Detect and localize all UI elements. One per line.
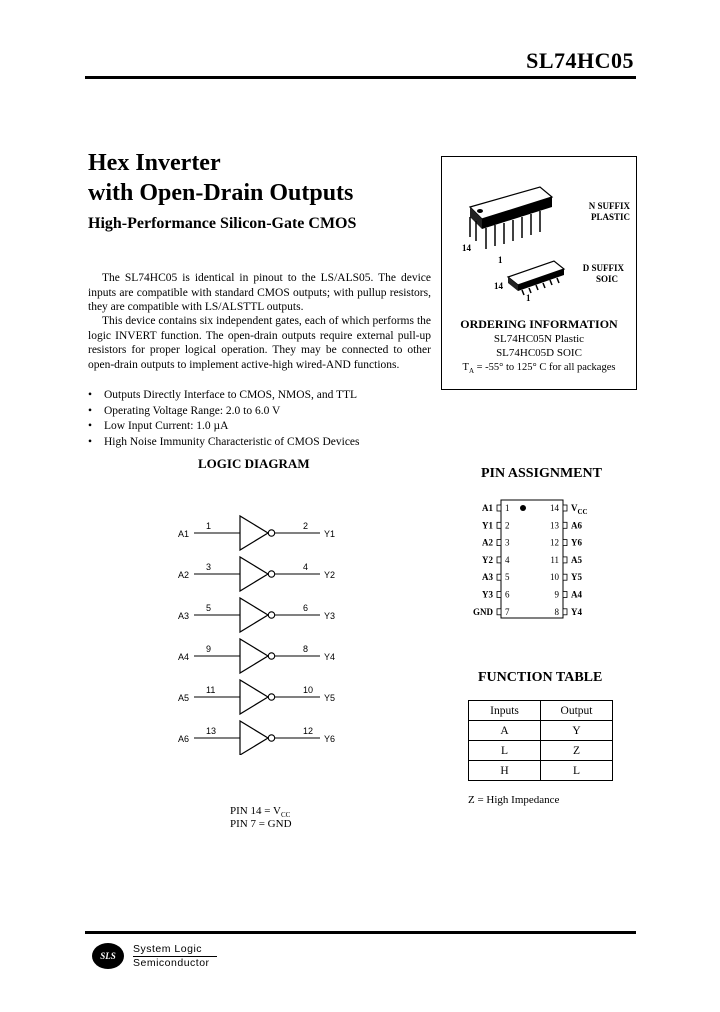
pin-number: 13 (550, 520, 559, 531)
gate-output-pin: 6 (303, 603, 309, 613)
pin-left (482, 538, 510, 548)
footer-rule (85, 931, 636, 934)
pin-number: 1 (505, 503, 510, 513)
gate-output-pin: 10 (303, 685, 314, 695)
pin-assignment-title: PIN ASSIGNMENT (481, 466, 602, 481)
gate-output-label: Y3 (324, 611, 336, 621)
inverter-gate (178, 598, 335, 632)
pin-stub (497, 557, 501, 563)
gate-input-pin: 13 (206, 726, 217, 736)
gate-output-label: Y6 (324, 734, 336, 744)
pin-right (550, 538, 582, 548)
feature-item: • Low Input Current: 1.0 µA (88, 419, 431, 435)
inverter-bubble (268, 653, 274, 659)
inverter-triangle (240, 680, 268, 714)
gate-output-pin: 8 (303, 644, 309, 654)
gate-output-pin: 4 (303, 562, 309, 572)
soic-pin-14-label: 14 (494, 281, 503, 291)
pin-name: Y4 (571, 606, 582, 617)
pin14-prefix: PIN 14 = V (230, 805, 281, 817)
inverter-triangle (240, 598, 268, 632)
inverter-triangle (240, 639, 268, 673)
pin-number: 3 (505, 537, 510, 548)
company-name-line-2: Semiconductor (133, 957, 210, 969)
pin-right (555, 590, 583, 600)
pin-assignment-diagram (468, 496, 628, 621)
pin-name: GND (473, 606, 493, 617)
inverter-bubble (268, 530, 274, 536)
table-cell: H (469, 761, 541, 781)
title-line-1: Hex Inverter (88, 150, 221, 176)
gate-input-label: A5 (178, 693, 190, 703)
table-row (469, 761, 613, 781)
ordering-line: SL74HC05D SOIC (496, 347, 582, 359)
feature-item: • High Noise Immunity Characteristic of CMOS Devices (88, 435, 431, 451)
n-suffix-type: PLASTIC (590, 212, 630, 222)
n-suffix-label: N SUFFIX (588, 201, 630, 211)
inverter-gate (178, 516, 335, 550)
gate-input-pin: 3 (206, 562, 212, 572)
table-row (469, 741, 613, 761)
pin-right (550, 572, 582, 582)
soic-pin-1-label: 1 (526, 293, 531, 303)
gate-input-label: A3 (178, 611, 190, 621)
pin-name: A3 (482, 572, 493, 583)
ordering-line: SL74HC05N Plastic (493, 333, 585, 345)
pin-name: Y2 (482, 554, 493, 565)
gate-output-pin: 2 (303, 521, 309, 531)
pin-stub (563, 522, 567, 528)
pin-number: 8 (554, 606, 559, 617)
pin-stub (497, 592, 501, 598)
pin-number: 6 (505, 589, 510, 600)
pin-number: 11 (550, 554, 559, 565)
subtitle: High-Performance Silicon-Gate CMOS (88, 215, 357, 232)
pin-stub (497, 522, 501, 528)
table-header: Output (541, 701, 613, 721)
gate-output-pin: 12 (303, 726, 314, 736)
pin-stub (497, 540, 501, 546)
function-table-note: Z = High Impedance (468, 794, 560, 806)
gate-input-pin: 5 (206, 603, 212, 613)
title-line-2: with Open-Drain Outputs (88, 180, 354, 206)
table-cell: L (541, 761, 613, 781)
pin-name: Y1 (482, 520, 493, 531)
feature-item: • Outputs Directly Interface to CMOS, NMOS, and TTL (88, 388, 431, 404)
pin-number: 10 (550, 572, 559, 583)
gate-output-label: Y2 (324, 570, 336, 580)
description-paragraph-2: This device contains six independent gates, each of which performs the logic INVERT function. The open-drain outputs require external pull-up resistors for proper logical operation. They may be connected to other open-drain outputs to implement active-high wired-AND functions. (88, 315, 431, 371)
pin-number: 7 (505, 606, 510, 617)
pin-stub (563, 557, 567, 563)
table-subheader-row (469, 721, 613, 741)
logic-diagram-title: LOGIC DIAGRAM (198, 456, 310, 471)
pin-stub (563, 592, 567, 598)
description-paragraph-1: The SL74HC05 is identical in pinout to the LS/ALS05. The device inputs are compatible with standard CMOS outputs; with pullup resistors, they are compatible with LS/ALSTTL outputs. (88, 272, 431, 313)
dip-pin-14-label: 14 (462, 243, 471, 253)
pin-left (482, 590, 510, 600)
table-cell: Z (541, 741, 613, 761)
inverter-gate (178, 639, 335, 673)
pin-name: A5 (571, 554, 582, 565)
pin-number: 5 (505, 572, 510, 583)
pin14-sub: CC (280, 811, 291, 820)
pin-name: A2 (482, 537, 493, 548)
ordering-info-title: ORDERING INFORMATION (460, 317, 618, 331)
pin-number: 9 (554, 589, 559, 600)
feature-item: • Operating Voltage Range: 2.0 to 6.0 V (88, 404, 431, 420)
table-cell: A (469, 721, 541, 741)
pin-name: A4 (571, 589, 582, 600)
soic-package-icon (508, 261, 564, 295)
pin-left (473, 607, 510, 617)
gate-output-label: Y1 (324, 529, 336, 539)
pin-number: 12 (550, 537, 559, 548)
gate-input-label: A4 (178, 652, 190, 662)
logic-diagram (170, 495, 370, 755)
temp-sub: A (468, 367, 475, 376)
pin-name: A1 (482, 503, 493, 513)
gate-input-label: A6 (178, 734, 190, 744)
pin-number: 2 (505, 520, 510, 531)
inverter-triangle (240, 557, 268, 591)
company-logo: SLS (92, 943, 124, 969)
temp-prefix: T (462, 362, 469, 373)
inverter-bubble (268, 571, 274, 577)
gate-input-pin: 11 (206, 685, 216, 695)
pin-stub (563, 540, 567, 546)
function-table (468, 700, 613, 781)
header-rule (85, 76, 636, 79)
gate-input-label: A2 (178, 570, 190, 580)
pin-number: 4 (505, 554, 510, 565)
inverter-gate (178, 680, 335, 714)
gate-input-pin: 1 (206, 521, 212, 531)
pin-left (482, 520, 510, 530)
pin-number: 14 (550, 503, 559, 513)
pin-left (482, 503, 510, 513)
inverter-triangle (240, 721, 268, 755)
pin-left (482, 572, 510, 582)
pin-stub (563, 609, 567, 615)
dip-package-icon (470, 187, 552, 249)
pin-stub (563, 505, 567, 511)
table-header-row (469, 701, 613, 721)
table-cell: Y (541, 721, 613, 741)
gate-output-label: Y4 (324, 652, 336, 662)
pin-left (482, 555, 510, 565)
inverter-bubble (268, 694, 274, 700)
pin-right (550, 555, 582, 565)
pin-name: A6 (571, 520, 582, 531)
d-suffix-label: D SUFFIX (582, 263, 624, 273)
dip-pin-1-label: 1 (498, 255, 503, 265)
features-list (88, 388, 431, 450)
gate-output-label: Y5 (324, 693, 336, 703)
table-cell: L (469, 741, 541, 761)
temperature-range (441, 362, 637, 375)
pin-stub (563, 574, 567, 580)
pin-name: Y5 (571, 572, 582, 583)
temp-range-text: = -55° to 125° C for all packages (474, 362, 616, 373)
function-table-title: FUNCTION TABLE (478, 670, 603, 685)
inverter-bubble (268, 735, 274, 741)
pin-right (555, 607, 583, 617)
company-name-line-1: System Logic (133, 943, 203, 955)
d-suffix-type: SOIC (595, 274, 618, 284)
pin1-marker-icon (520, 505, 526, 511)
inverter-gate (178, 721, 335, 755)
pin-name: Y3 (482, 589, 493, 600)
table-header: Inputs (469, 701, 541, 721)
pin-right (550, 520, 582, 530)
pin7-note: PIN 7 = GND (230, 818, 292, 830)
inverter-triangle (240, 516, 268, 550)
part-number: SL74HC05 (526, 48, 634, 73)
inverter-gate (178, 557, 335, 591)
pin-stub (497, 574, 501, 580)
pin-stub (497, 505, 501, 511)
inverter-bubble (268, 612, 274, 618)
gate-input-label: A1 (178, 529, 190, 539)
gate-input-pin: 9 (206, 644, 212, 654)
pin-name: Y6 (571, 537, 582, 548)
pin-stub (497, 609, 501, 615)
pin-name-subscript: CC (577, 508, 588, 516)
pin-name: $V_{CC}$ (571, 503, 588, 516)
